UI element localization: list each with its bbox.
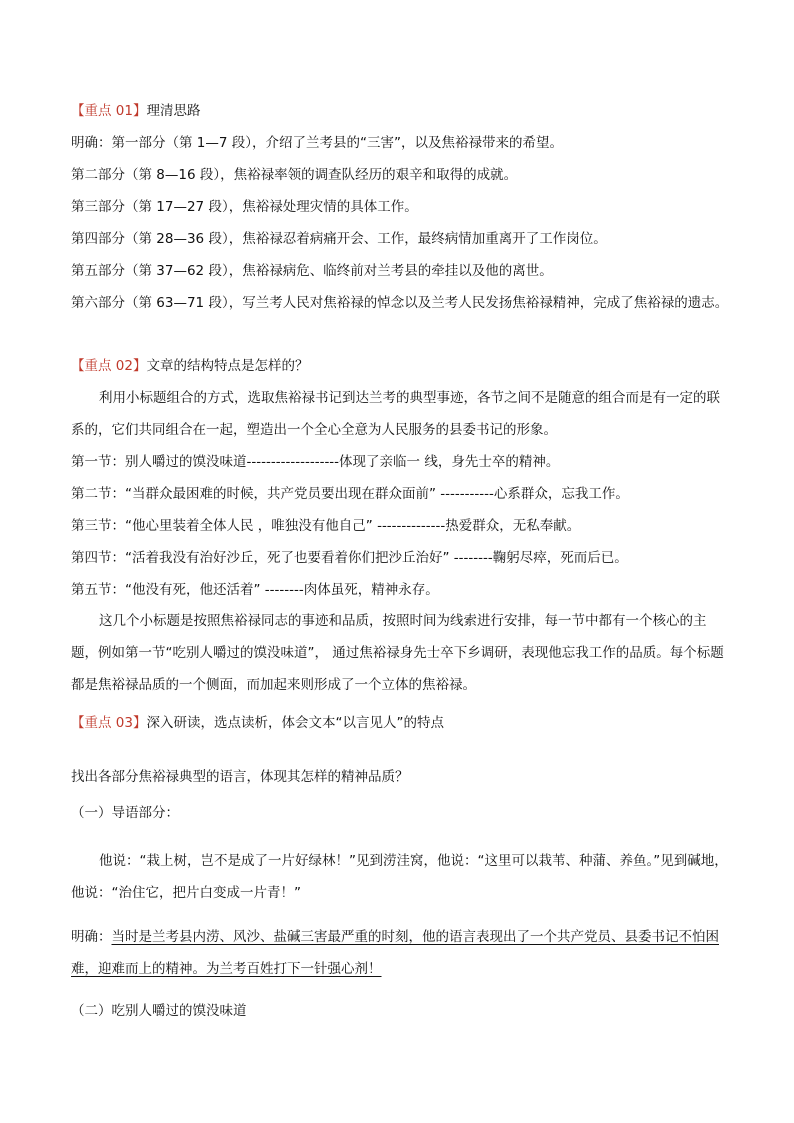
list-item: 第一节：别人嚼过的馍没味道-------------------体现了亲临一 线，身先士卒的精神。 [71,454,560,470]
section-heading-02 [71,356,731,376]
paragraph-line: 第六部分（第 63—71 段），写兰考人民对焦裕禄的悼念以及兰考人民发扬焦裕禄精神，完成了焦裕禄的遗志。 [71,295,729,311]
quote-paragraph: 他说：“栽上树，岂不是成了一片好绿林！”见到涝洼窝，他说：“这里可以栽苇、种蒲、养鱼。”见到碱地，他说：“治住它，把片白变成一片青！” [71,853,728,901]
section-heading-01 [71,101,731,121]
paragraph-line: 明确：第一部分（第 1—7 段），介绍了兰考县的“三害”，以及焦裕禄带来的希望。 [71,135,563,151]
section-title: 深入研读，选点读析，体会文本“以言见人”的特点 [146,715,444,731]
keypoint-badge: 【重点 03】 [71,715,147,731]
list-item: 第四节：“活着我没有治好沙丘，死了也要看着你们把沙丘治好” --------鞠躬尽瘁，死而后已。 [71,550,628,566]
section-heading-03 [71,713,731,733]
section-title: 理清思路 [146,103,201,119]
paragraph-intro: 利用小标题组合的方式，选取焦裕禄书记到达兰考的典型事迹，各节之间不是随意的组合而是有一定的联系的，它们共同组合在一起，塑造出一个全心全意为人民服务的县委书记的形象。 [71,390,720,438]
question-text: 找出各部分焦裕禄典型的语言，体现其怎样的精神品质？ [71,769,409,785]
subsection-title: （一）导语部分： [71,805,179,821]
list-item: 第三节：“他心里装着全体人民 ，唯独没有他自己” --------------热爱群众，无私奉献。 [71,518,581,534]
paragraph-line: 第五部分（第 37—62 段），焦裕禄病危、临终前对兰考县的牵挂以及他的离世。 [71,263,553,279]
keypoint-badge: 【重点 01】 [71,103,147,119]
paragraph-line: 第二部分（第 8—16 段），焦裕禄率领的调查队经历的艰辛和取得的成就。 [71,167,518,183]
answer-label: 明确： [71,929,112,945]
paragraph-line: 第三部分（第 17—27 段），焦裕禄处理灾情的具体工作。 [71,199,418,215]
list-item: 第五节：“他没有死，他还活着” --------肉体虽死，精神永存。 [71,582,439,598]
answer-text: 当时是兰考县内涝、风沙、盐碱三害最严重的时刻，他的语言表现出了一个共产党员、县委书记不怕困难，迎难而上的精神。为兰考百姓打下一针强心剂！ [71,929,719,977]
paragraph-summary: 这几个小标题是按照焦裕禄同志的事迹和品质，按照时间为线索进行安排，每一节中都有一个核心的主题，例如第一节“吃别人嚼过的馍没味道”， 通过焦裕禄身先士卒下乡调研，表现他忘我工作的品质。每个标题都是焦裕禄品质的一个侧面，而加起来则形成了一个立体的焦裕禄。 [71,613,724,693]
paragraph-line: 第四部分（第 28—36 段），焦裕禄忍着病痛开会、工作，最终病情加重离开了工作岗位。 [71,231,607,247]
subsection-title: （二）吃别人嚼过的馍没味道 [71,1003,247,1019]
section-title: 文章的结构特点是怎样的？ [146,358,309,374]
answer-paragraph [71,921,731,985]
list-item: 第二节：“当群众最困难的时候，共产党员要出现在群众面前” -----------心系群众，忘我工作。 [71,486,629,502]
keypoint-badge: 【重点 02】 [71,358,147,374]
